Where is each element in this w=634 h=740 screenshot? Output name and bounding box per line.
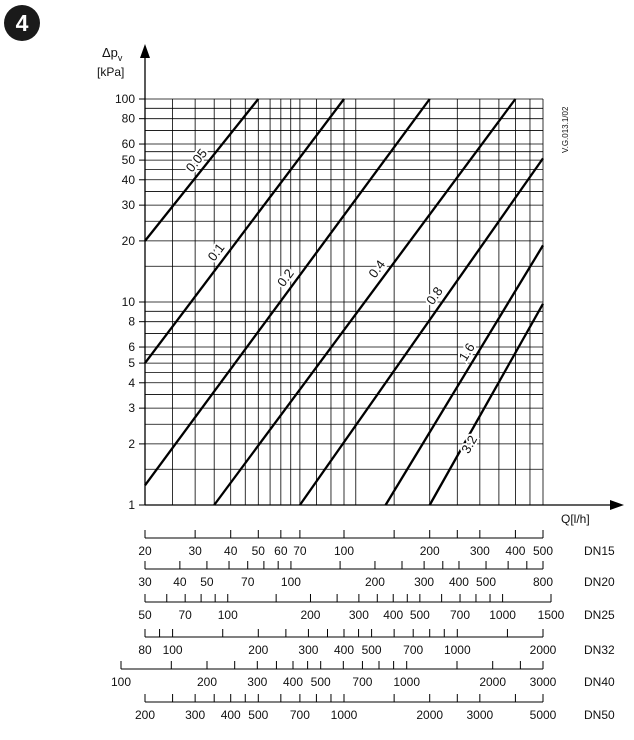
- scale-tick-label: 70: [178, 608, 192, 622]
- scale-tick-label: 2000: [479, 675, 507, 689]
- scale-tick-label: 30: [138, 575, 152, 589]
- y-tick-label: 40: [121, 172, 135, 187]
- scale-tick-label: 70: [241, 575, 255, 589]
- scale-tick-label: 400: [333, 643, 355, 657]
- y-tick-label: 50: [121, 153, 135, 168]
- scale-tick-label: 400: [448, 575, 469, 589]
- y-axis-symbol: $\Delta p_v$: [102, 45, 123, 63]
- figure-badge: [4, 5, 40, 41]
- scale-tick-label: 50: [138, 608, 152, 622]
- scale-tick-label: 200: [134, 708, 156, 722]
- y-tick-label: 80: [121, 111, 135, 126]
- scale-dn32: [138, 629, 615, 657]
- scale-tick-label: 200: [196, 675, 218, 689]
- scale-tick-label: 300: [298, 643, 319, 657]
- y-tick-label: 100: [114, 92, 135, 106]
- scale-tick-label: 200: [419, 544, 440, 558]
- curve-label-0-4: 0.4: [365, 257, 389, 281]
- figure-code: V.G.013.1/02: [561, 106, 570, 153]
- y-tick-label: 2: [128, 436, 135, 451]
- scale-tick-label: 60: [274, 544, 288, 558]
- y-axis-arrow: [140, 44, 150, 58]
- curve-label-0-8: 0.8: [423, 283, 446, 308]
- scale-tick-label: 500: [248, 708, 269, 722]
- scale-tick-label: 500: [532, 544, 554, 558]
- scale-tick-label: 500: [409, 608, 430, 622]
- scale-name: DN15: [584, 544, 615, 558]
- dn-scales: [111, 530, 615, 722]
- scale-tick-label: 100: [333, 544, 355, 558]
- scale-tick-label: 2000: [416, 708, 444, 722]
- scale-dn25: [138, 594, 615, 622]
- curve-labels: [183, 146, 481, 456]
- y-tick-label: 1: [128, 498, 135, 512]
- scale-name: DN50: [584, 708, 615, 722]
- scale-tick-label: 200: [364, 575, 385, 589]
- scale-tick-label: 100: [217, 608, 238, 622]
- scale-tick-label: 200: [300, 608, 321, 622]
- scale-tick-label: 300: [185, 708, 206, 722]
- scale-tick-label: 3000: [529, 675, 557, 689]
- y-tick-label: 8: [128, 314, 135, 329]
- badge-number: 4: [15, 10, 29, 36]
- scale-tick-label: 70: [293, 544, 307, 558]
- scale-dn40: [111, 661, 615, 689]
- y-tick-label: 6: [128, 340, 135, 355]
- scale-dn15: [138, 530, 615, 558]
- curve-1-6: [386, 245, 543, 505]
- scale-tick-label: 200: [248, 643, 269, 657]
- y-tick-label: 10: [121, 295, 135, 309]
- scale-name: DN25: [584, 608, 615, 622]
- scale-tick-label: 80: [138, 643, 152, 657]
- scale-dn20: [138, 561, 615, 589]
- x-axis-arrow: [610, 500, 624, 510]
- scale-tick-label: 700: [403, 643, 424, 657]
- scale-tick-label: 20: [138, 544, 152, 558]
- scale-tick-label: 40: [173, 575, 187, 589]
- scale-tick-label: 700: [352, 675, 373, 689]
- y-tick-labels: [115, 92, 135, 512]
- scale-tick-label: 50: [251, 544, 265, 558]
- scale-tick-label: 300: [348, 608, 369, 622]
- scale-tick-label: 400: [383, 608, 404, 622]
- scale-tick-label: 50: [200, 575, 214, 589]
- y-axis-unit: [kPa]: [97, 65, 125, 79]
- scale-name: DN40: [584, 675, 615, 689]
- scale-name: DN32: [584, 643, 615, 657]
- curve-label-0-2: 0.2: [273, 266, 297, 290]
- axes: [139, 44, 624, 510]
- y-tick-label: 30: [121, 198, 135, 213]
- scale-tick-label: 2000: [529, 643, 557, 657]
- x-axis-label: Q[l/h]: [561, 512, 590, 526]
- scale-tick-label: 1000: [443, 643, 471, 657]
- scale-tick-label: 40: [224, 544, 238, 558]
- scale-tick-label: 1000: [330, 708, 358, 722]
- scale-tick-label: 500: [476, 575, 497, 589]
- scale-tick-label: 400: [505, 544, 526, 558]
- scale-tick-label: 700: [289, 708, 310, 722]
- curve-0-1: [145, 99, 344, 363]
- y-tick-label: 5: [128, 356, 135, 371]
- curve-label-3-2: 3.2: [458, 432, 481, 456]
- scale-tick-label: 5000: [529, 708, 557, 722]
- curve-0-8: [300, 158, 543, 505]
- scale-tick-label: 400: [220, 708, 241, 722]
- scale-tick-label: 300: [414, 575, 435, 589]
- scale-tick-label: 700: [450, 608, 471, 622]
- curve-label-0-05: 0.05: [182, 145, 211, 175]
- scale-tick-label: 100: [110, 675, 132, 689]
- scale-tick-label: 300: [247, 675, 268, 689]
- scale-tick-label: 3000: [466, 708, 494, 722]
- y-tick-label: 60: [121, 137, 135, 152]
- scale-tick-label: 1000: [393, 675, 421, 689]
- scale-tick-label: 500: [361, 643, 382, 657]
- scale-tick-label: 100: [280, 575, 301, 589]
- scale-tick-label: 100: [162, 643, 183, 657]
- scale-tick-label: 800: [532, 575, 554, 589]
- curve-label-1-6: 1.6: [455, 340, 478, 364]
- scale-name: DN20: [584, 575, 615, 589]
- scale-tick-label: 300: [469, 544, 490, 558]
- scale-tick-label: 1000: [489, 608, 516, 622]
- curve-0-2: [145, 99, 430, 485]
- scale-dn50: [135, 694, 615, 722]
- curve-label-0-1: 0.1: [204, 240, 228, 264]
- scale-tick-label: 500: [310, 675, 331, 689]
- y-tick-label: 3: [128, 401, 135, 416]
- y-tick-label: 20: [121, 233, 135, 248]
- y-tick-label: 4: [128, 375, 135, 390]
- scale-tick-label: 30: [188, 544, 202, 558]
- scale-tick-label: 1500: [537, 608, 565, 622]
- curve-0-05: [145, 99, 258, 241]
- scale-tick-label: 400: [282, 675, 304, 689]
